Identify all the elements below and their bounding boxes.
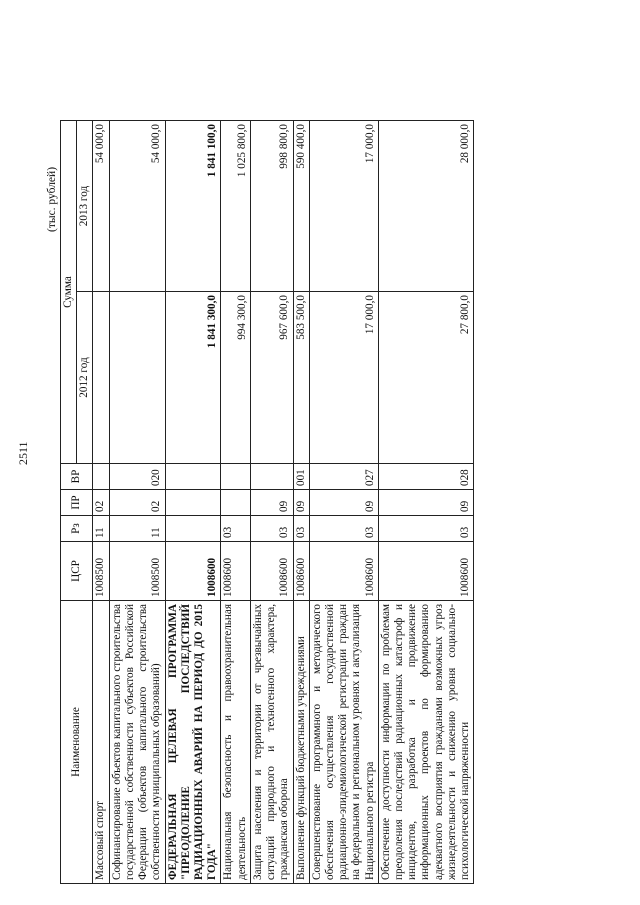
row-csr: 1008600 <box>378 542 474 601</box>
row-pr: 02 <box>93 490 109 516</box>
header-year-2012: 2012 год <box>77 292 93 464</box>
header-csr: ЦСР <box>61 542 93 601</box>
row-sum-2013: 1 841 100,0 <box>165 121 221 292</box>
row-csr: 1008600 <box>165 542 221 601</box>
header-rz: Рз <box>61 516 93 542</box>
row-sum-2013: 28 000,0 <box>378 121 474 292</box>
header-sum: Сумма <box>61 121 77 464</box>
row-name: Массовый спорт <box>93 601 109 884</box>
row-vr <box>250 464 293 490</box>
page-number: 2511 <box>16 441 30 465</box>
row-name: Защита населения и территории от чрезвычайных ситуаций природного и техногенного характера, гражданская оборона <box>250 601 293 884</box>
header-year-2013: 2013 год <box>77 121 93 292</box>
row-sum-2012: 583 500,0 <box>293 292 309 464</box>
row-rz: 11 <box>109 516 165 542</box>
row-pr <box>221 490 250 516</box>
header-row-1 <box>61 121 77 884</box>
row-vr <box>93 464 109 490</box>
row-csr: 1008600 <box>293 542 309 601</box>
row-vr: 028 <box>378 464 474 490</box>
table-row <box>165 121 221 884</box>
row-csr: 1008600 <box>250 542 293 601</box>
row-name: Совершенствование программного и методического обеспечения осуществления государственной радиационно-эпидемиологической регистрации граждан на федеральном и региональном уровнях и актуализация Национального регистра <box>309 601 378 884</box>
row-sum-2012 <box>93 292 109 464</box>
table-row <box>109 121 165 884</box>
table-row <box>250 121 293 884</box>
row-rz: 03 <box>378 516 474 542</box>
row-pr: 09 <box>250 490 293 516</box>
table-row <box>293 121 309 884</box>
row-pr: 09 <box>378 490 474 516</box>
row-rz: 03 <box>309 516 378 542</box>
row-rz <box>165 516 221 542</box>
table-row <box>378 121 474 884</box>
row-sum-2012 <box>109 292 165 464</box>
row-name: ФЕДЕРАЛЬНАЯ ЦЕЛЕВАЯ ПРОГРАММА "ПРЕОДОЛЕНИЕ ПОСЛЕДСТВИЙ РАДИАЦИОННЫХ АВАРИЙ НА ПЕРИОД ДО 2015 ГОДА" <box>165 601 221 884</box>
row-sum-2013: 590 400,0 <box>293 121 309 292</box>
row-name: Выполнение функций бюджетными учреждениями <box>293 601 309 884</box>
row-pr: 09 <box>293 490 309 516</box>
header-name: Наименование <box>61 601 93 884</box>
table-row <box>309 121 378 884</box>
row-sum-2012: 27 800,0 <box>378 292 474 464</box>
row-pr <box>165 490 221 516</box>
row-name: Национальная безопасность и правоохранительная деятельность <box>221 601 250 884</box>
row-rz: 11 <box>93 516 109 542</box>
row-vr: 001 <box>293 464 309 490</box>
row-rz: 03 <box>250 516 293 542</box>
row-pr: 02 <box>109 490 165 516</box>
row-pr: 09 <box>309 490 378 516</box>
row-vr <box>165 464 221 490</box>
row-name: Софинансирование объектов капитального строительства государственной собственности субъектов Российской Федерации (объектов капитального строительства собственности муниципальных образований) <box>109 601 165 884</box>
row-sum-2013: 998 800,0 <box>250 121 293 292</box>
row-csr: 1008500 <box>93 542 109 601</box>
header-vr: ВР <box>61 464 93 490</box>
row-sum-2013: 54 000,0 <box>109 121 165 292</box>
unit-label: (тыс. рублей) <box>46 166 58 232</box>
row-sum-2012: 967 600,0 <box>250 292 293 464</box>
header-pr: ПР <box>61 490 93 516</box>
row-csr: 1008500 <box>109 542 165 601</box>
row-vr: 027 <box>309 464 378 490</box>
row-vr: 020 <box>109 464 165 490</box>
table-row <box>93 121 109 884</box>
row-sum-2013: 17 000,0 <box>309 121 378 292</box>
row-csr: 1008600 <box>309 542 378 601</box>
row-csr: 1008600 <box>221 542 250 601</box>
row-sum-2013: 54 000,0 <box>93 121 109 292</box>
row-rz: 03 <box>293 516 309 542</box>
table-row <box>221 121 250 884</box>
row-name: Обеспечение доступности информации по проблемам преодоления последствий радиационных катастроф и инцидентов, разработка и продвижение информационных проектов по формированию адекватного восприятия гражданами возможных угроз жизнедеятельности и снижению уровня социально-психологической напряженности <box>378 601 474 884</box>
row-sum-2012: 994 300,0 <box>221 292 250 464</box>
row-sum-2013: 1 025 800,0 <box>221 121 250 292</box>
row-sum-2012: 17 000,0 <box>309 292 378 464</box>
row-vr <box>221 464 250 490</box>
row-rz: 03 <box>221 516 250 542</box>
budget-table <box>60 120 474 884</box>
row-sum-2012: 1 841 300,0 <box>165 292 221 464</box>
